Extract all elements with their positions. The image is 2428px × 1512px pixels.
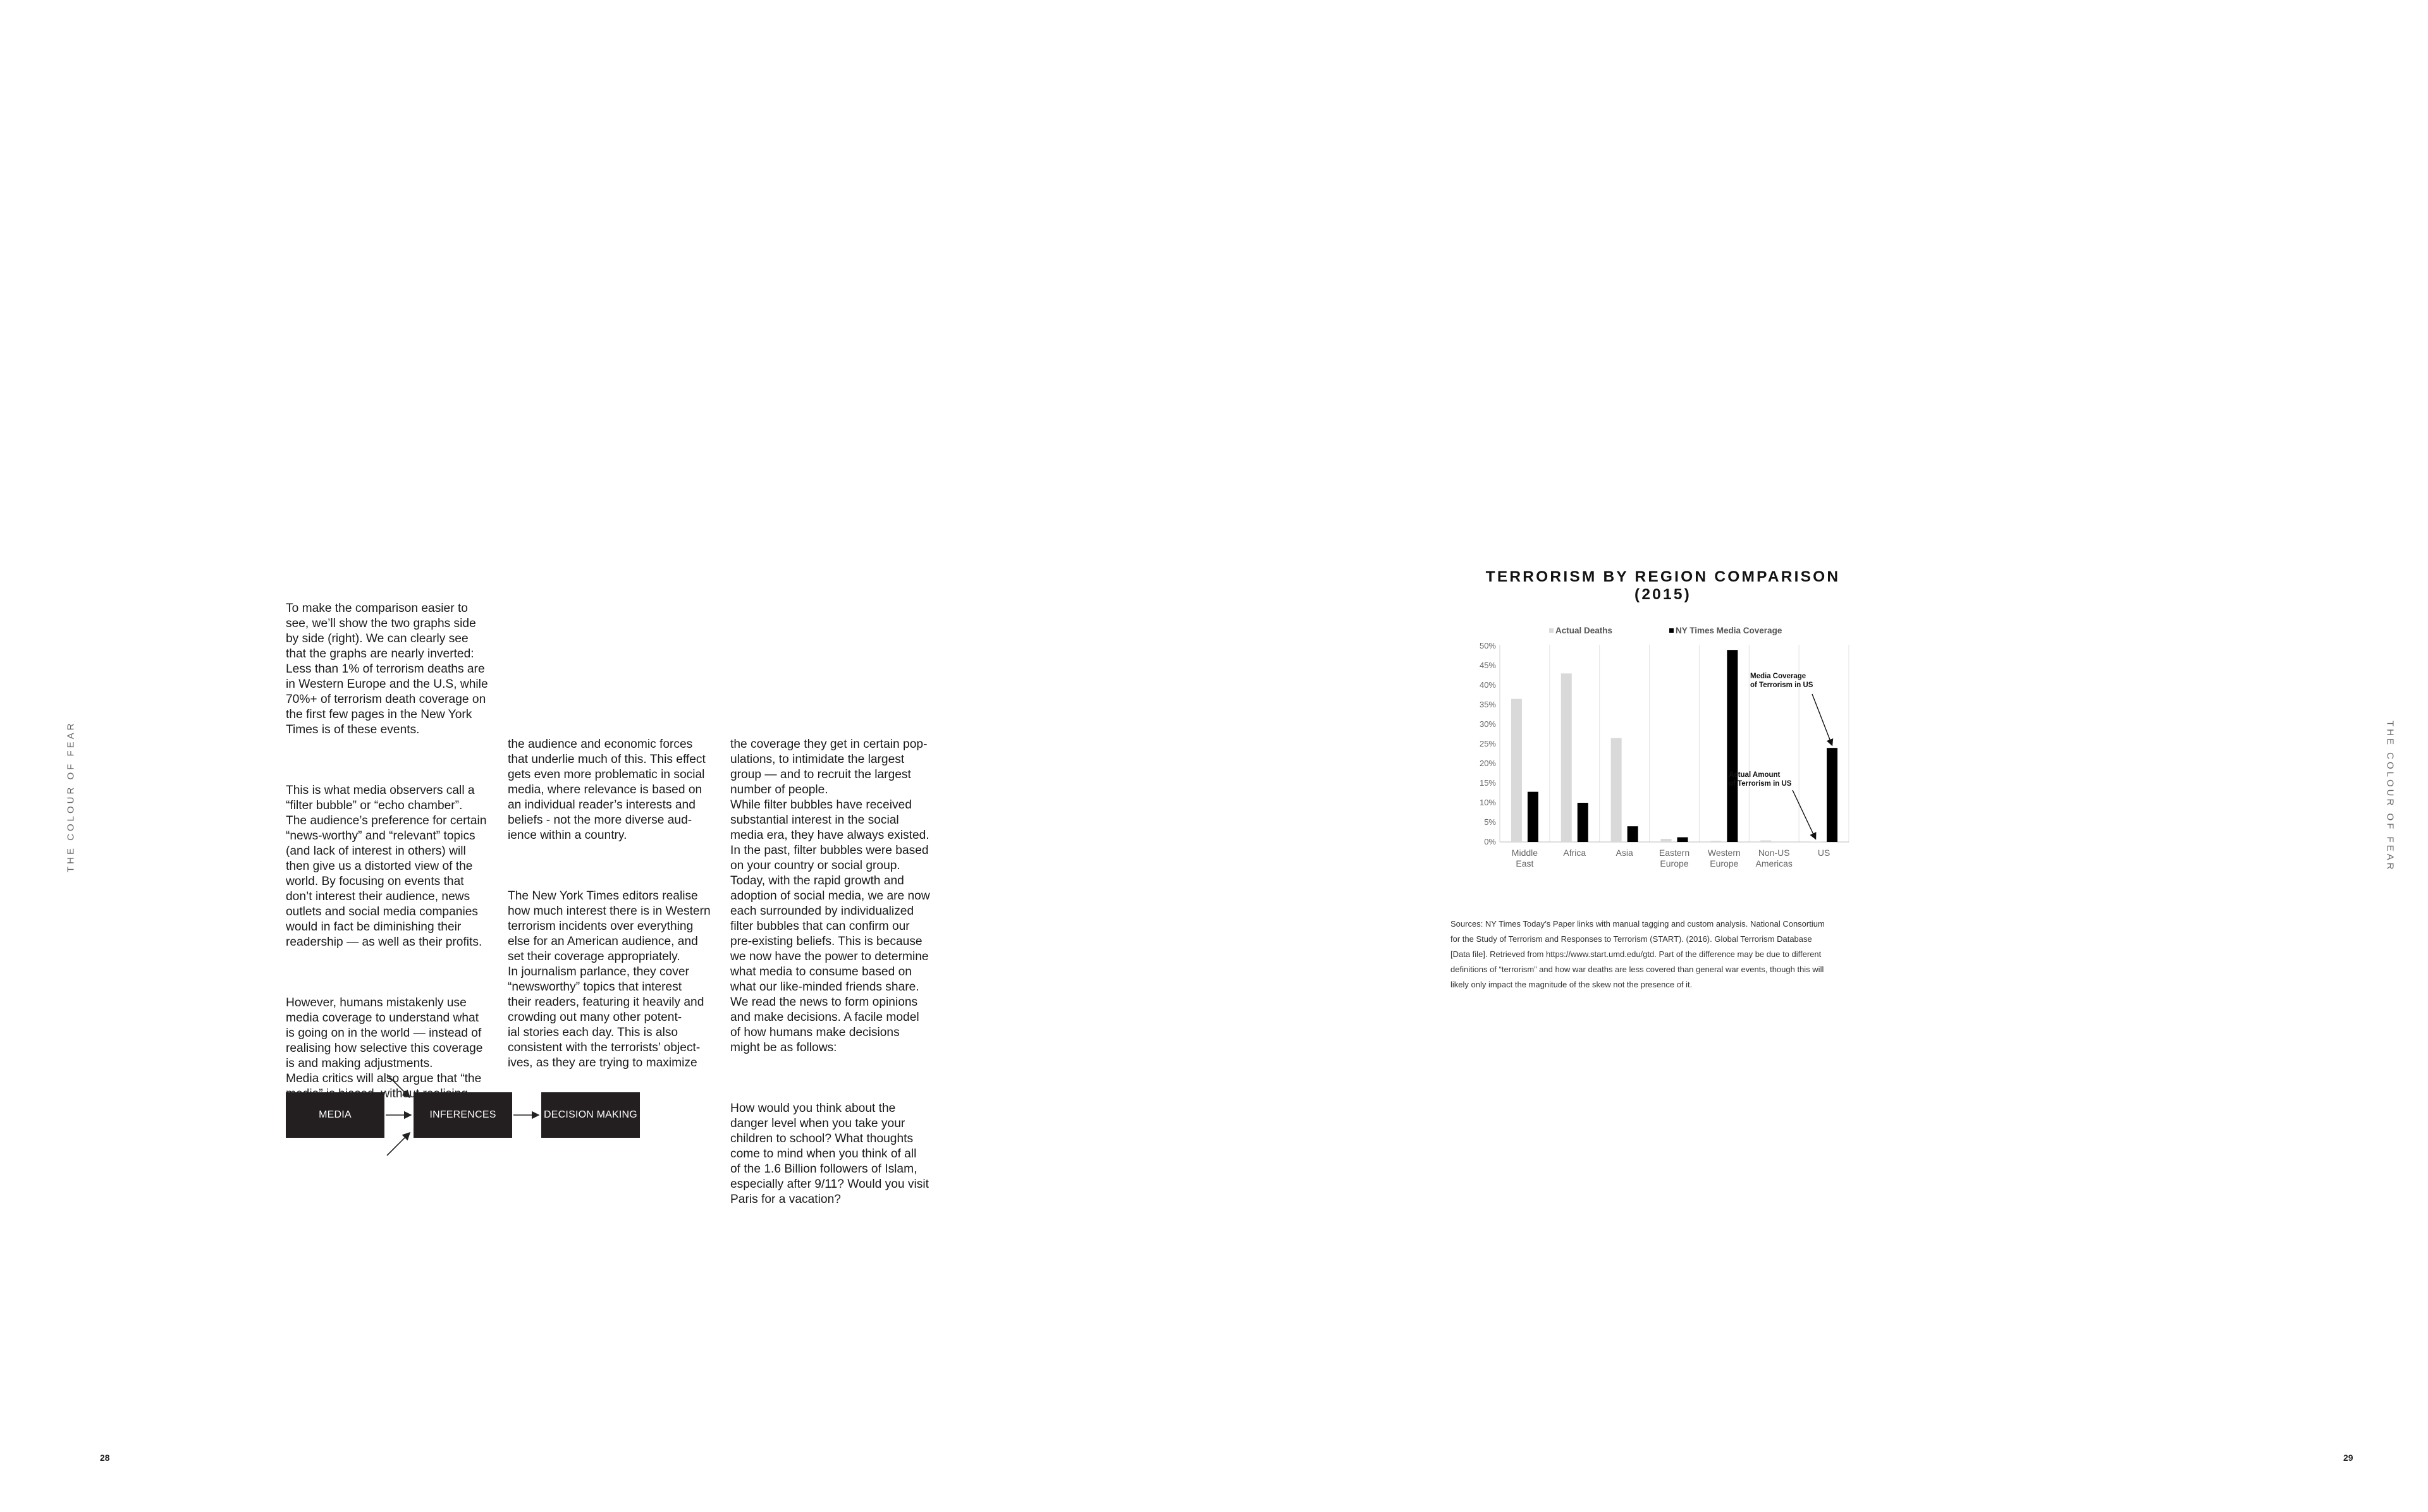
bar-chart [1442,619,1872,885]
arrow-diagonal-in-bottom [387,1133,410,1155]
y-tick-label: 45% [1479,661,1496,670]
y-tick-label: 0% [1484,837,1496,846]
x-tick-label: Africa [1563,848,1586,858]
annotation-arrow [1793,790,1816,839]
y-tick-label: 25% [1479,739,1496,748]
page-number-left: 28 [100,1453,110,1463]
x-tick-label: Eastern [1659,848,1690,858]
paragraph: How would you think about the danger level when you take your children to school? What thoughts come to mind when you think of all of the 1.6 Billion followers of Islam, especially after 9/11? Would you visit Paris for a vacation? [730,1102,929,1206]
legend-swatch [1669,628,1674,633]
y-tick-label: 30% [1479,719,1496,729]
page-number-right: 29 [2343,1453,2353,1463]
decision-flow-diagram [286,1068,678,1157]
text-column-3 [730,707,936,1238]
y-tick-label: 15% [1479,778,1496,788]
bar-nyt-coverage [1677,838,1688,842]
legend-label: Actual Deaths [1555,626,1613,635]
y-tick-label: 50% [1479,641,1496,650]
inferences-box: INFERENCES [414,1092,512,1138]
annotation-label: of Terrorism in US [1729,780,1792,788]
y-tick-label: 35% [1479,700,1496,709]
x-tick-label: Asia [1616,848,1633,858]
bar-actual-deaths [1760,841,1771,842]
paragraph: the audience and economic forces that underlie much of this. This effect gets even more problematic in social media, where relevance is based on an individual reader’s interests and beliefs - not the more diverse aud- ience within a country. [508,738,706,842]
y-tick-label: 20% [1479,759,1496,768]
x-tick-label: Americas [1755,858,1793,869]
x-tick-label: East [1516,858,1534,869]
chart-sources: Sources: NY Times Today’s Paper links with manual tagging and custom analysis. National Consortium for the Study of Terrorism and Responses to Terrorism (START). (2016). Global Terrorism Database [Data file]. Retrieved from https://www.start.umd.edu/gtd. Part of the difference may be due to different definitions of “terrorism” and how war deaths are less covered than general war events, though this will likely only impact the magnitude of the skew not the presence of it. [1450,919,1825,989]
bar-nyt-coverage [1628,826,1638,842]
media-box: MEDIA [286,1092,384,1138]
annotation-label: of Terrorism in US [1750,681,1813,689]
paragraph: The New York Times editors realise how much interest there is in Western terrorism incidents over everything else for an American audience, and set their coverage appropriately. In journalism parlance, they cover “newsworthy” topics that interest their readers, featuring it heavily and crowding out many other potent- ial stories each day. This is also consistent with the terrorists’ object- ives, as they are trying to maximize [508,889,711,1070]
bar-actual-deaths [1710,841,1721,842]
bar-nyt-coverage [1528,792,1538,842]
text-column-2 [508,707,713,1101]
y-tick-label: 10% [1479,798,1496,807]
x-tick-label: US [1817,848,1830,858]
y-tick-label: 40% [1479,680,1496,690]
annotation-arrow [1812,694,1832,745]
x-tick-label: Western [1707,848,1741,858]
chart-title [1448,568,1878,604]
bar-nyt-coverage [1578,803,1588,842]
running-head-right: THE COLOUR OF FEAR [2384,721,2396,872]
paragraph: the coverage they get in certain pop- ulations, to intimidate the largest group — and to recruit the largest number of people. While filter bubbles have received substantial interest in the social media era, they have always existed. In the past, filter bubbles were based on your country or social group. Today, with the rapid growth and adoption of social media, we are now each surrounded by individualized filter bubbles that can confirm our pre-existing beliefs. This is because we now have the power to determine what media to consume based on what our like-minded friends share. We read the news to form opinions and make decisions. A facile model of how humans make decisions might be as follows: [730,738,930,1054]
bar-actual-deaths [1661,839,1672,842]
x-tick-label: Non-US [1758,848,1790,858]
paragraph: To make the comparison easier to see, we’ll show the two graphs side by side (right). We can clearly see that the graphs are nearly inverted: Less than 1% of terrorism deaths are in Western Europe and the U.S, while 70%+ of terrorism death coverage on the first few pages in the New York Times is of these events. [286,602,488,736]
annotation-label: Media Coverage [1750,673,1806,680]
decision-making-box: DECISION MAKING [541,1092,640,1138]
legend-label: NY Times Media Coverage [1676,626,1782,635]
bar-actual-deaths [1561,673,1572,842]
paragraph: However, humans mistakenly use media coverage to understand what is going on in the world — instead of realising how selective this coverage is and making adjustments. Media critics will also argue that “the without [286,996,483,1100]
bar-actual-deaths [1810,841,1821,842]
bar-actual-deaths [1611,738,1622,842]
running-head-left: THE COLOUR OF FEAR [65,721,77,872]
legend-swatch [1549,628,1554,633]
bar-nyt-coverage [1727,650,1738,842]
annotation-label: Actual Amount [1729,771,1781,779]
x-tick-label: Middle [1511,848,1538,858]
chart-title-line-2: (2015) [1634,586,1692,603]
y-tick-label: 5% [1484,817,1496,827]
x-tick-label: Europe [1660,858,1689,869]
arrow-diagonal-in-top [387,1075,410,1097]
bar-nyt-coverage [1827,748,1837,842]
paragraph: This is what media observers call a “filter bubble” or “echo chamber”. The audience’s preference for certain “news-worthy” and “relevant” topics (and lack of interest in others) will then give us a distorted view of the world. By focusing on events that don’t interest their audience, news outlets and social media companies would in fact be diminishing their readership — as well as their profits. [286,784,487,949]
x-tick-label: Europe [1710,858,1739,869]
text-column-1 [286,571,491,1132]
chart-title-line-1: TERRORISM BY REGION COMPARISON [1485,568,1841,585]
bar-actual-deaths [1511,699,1522,842]
